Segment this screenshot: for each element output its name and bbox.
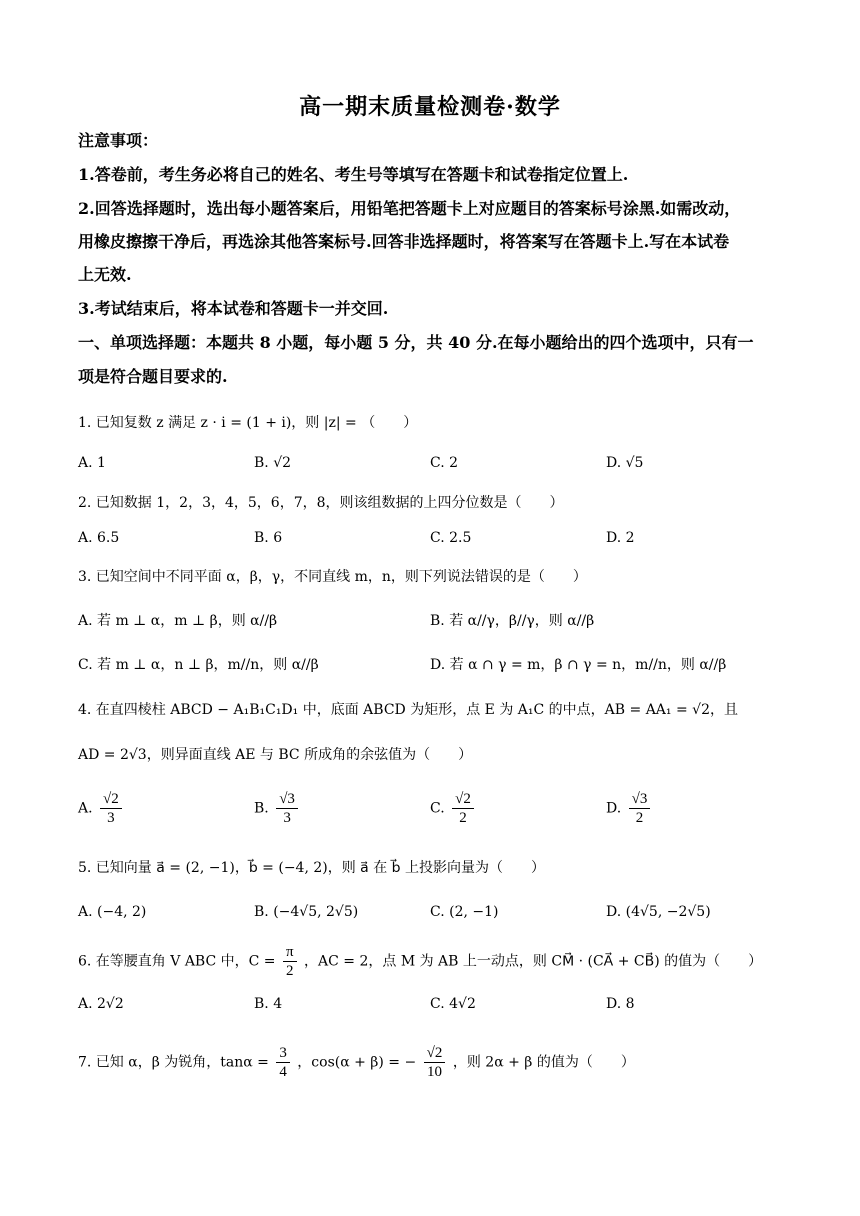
question-2-option-c: C. 2.5 [430, 530, 472, 546]
fraction-numerator: √2 [100, 790, 122, 809]
option-label: B. [254, 800, 269, 817]
fraction [424, 1044, 446, 1081]
question-3-option-b: B. 若 α//γ，β//γ，则 α//β [430, 613, 595, 629]
fraction-denominator: 2 [635, 810, 644, 826]
section-heading-line-1: 一、单项选择题：本题共 8 小题，每小题 5 分，共 40 分.在每小题给出的四个选项中，只有一 [78, 333, 754, 352]
question-4-option-b [254, 790, 301, 827]
exam-title: 高一期末质量检测卷·数学 [299, 94, 561, 120]
fraction-numerator: π [283, 943, 297, 962]
fraction-denominator: 3 [283, 810, 291, 826]
stem-text: 6. 在等腰直角 V ABC 中，C = [78, 953, 276, 970]
fraction-denominator: 10 [427, 1064, 443, 1080]
question-4-stem-line-1: 4. 在直四棱柱 ABCD − A₁B₁C₁D₁ 中，底面 ABCD 为矩形，点 E 为 A₁C 的中点，AB = AA₁ = √2，且 [78, 702, 738, 718]
fraction-numerator: √3 [276, 790, 298, 809]
fraction [276, 790, 298, 827]
question-7-stem [78, 1044, 788, 1081]
question-1-option-a: A. 1 [78, 455, 106, 471]
fraction [283, 943, 297, 980]
notice-item-2-line-3: 上无效. [78, 265, 132, 284]
notice-item-1: 1.答卷前，考生务必将自己的姓名、考生号等填写在答题卡和试卷指定位置上. [78, 165, 629, 184]
notice-item-2-line-2: 用橡皮擦擦干净后，再选涂其他答案标号.回答非选择题时，将答案写在答题卡上.写在本试卷 [78, 232, 730, 251]
fraction [629, 790, 651, 827]
question-6-option-c: C. 4√2 [430, 996, 476, 1012]
question-4-stem-line-2: AD = 2√3，则异面直线 AE 与 BC 所成角的余弦值为（ ） [78, 747, 473, 763]
question-4-option-d [606, 790, 653, 827]
question-2-option-b: B. 6 [254, 530, 283, 546]
question-6-stem [78, 943, 788, 980]
question-6-option-d: D. 8 [606, 996, 635, 1012]
fraction-denominator: 2 [459, 810, 467, 826]
option-label: D. [606, 800, 622, 817]
question-4-option-c [430, 790, 477, 827]
question-6-option-a: A. 2√2 [78, 996, 124, 1012]
question-3-option-a: A. 若 m ⊥ α，m ⊥ β，则 α//β [78, 613, 278, 629]
fraction-numerator: √3 [629, 790, 651, 809]
fraction [452, 790, 474, 827]
question-2-stem: 2. 已知数据 1，2，3，4，5，6，7，8，则该组数据的上四分位数是（ ） [78, 495, 564, 511]
fraction-denominator: 2 [286, 963, 294, 979]
question-1-option-c: C. 2 [430, 455, 459, 471]
stem-text: ，cos(α + β) = − [297, 1054, 417, 1071]
fraction [100, 790, 122, 827]
question-3-stem: 3. 已知空间中不同平面 α，β，γ，不同直线 m，n，则下列说法错误的是（ ） [78, 569, 587, 585]
option-label: A. [78, 800, 93, 817]
stem-text: ，则 2α + β 的值为（ ） [452, 1054, 635, 1071]
question-4-option-a [78, 790, 125, 827]
question-5-option-d: D. (4√5, −2√5) [606, 904, 711, 920]
question-5-option-c: C. (2, −1) [430, 904, 499, 920]
option-label: C. [430, 800, 445, 817]
question-3-option-c: C. 若 m ⊥ α，n ⊥ β，m//n，则 α//β [78, 657, 319, 673]
question-5-option-b: B. (−4√5, 2√5) [254, 904, 359, 920]
section-heading-line-2: 项是符合题目要求的. [78, 367, 228, 386]
question-3-option-d: D. 若 α ∩ γ = m，β ∩ γ = n，m//n，则 α//β [430, 657, 727, 673]
notice-heading: 注意事项： [78, 131, 159, 150]
question-6-option-b: B. 4 [254, 996, 283, 1012]
notice-item-2-line-1: 2.回答选择题时，选出每小题答案后，用铅笔把答题卡上对应题目的答案标号涂黑.如需改动， [78, 199, 741, 218]
question-1-stem: 1. 已知复数 z 满足 z · i = (1 + i)，则 |z| = （ ） [78, 415, 418, 431]
question-1-option-b: B. √2 [254, 455, 292, 471]
question-2-option-a: A. 6.5 [78, 530, 120, 546]
question-2-option-d: D. 2 [606, 530, 635, 546]
stem-text: 7. 已知 α，β 为锐角，tanα = [78, 1054, 269, 1071]
stem-text: ，AC = 2，点 M 为 AB 上一动点，则 CM⃗ · (CA⃗ + CB⃗) 的值为（ ） [304, 953, 763, 970]
question-5-stem: 5. 已知向量 a⃗ = (2, −1)，b⃗ = (−4, 2)，则 a⃗ 在 b⃗ 上投影向量为（ ） [78, 860, 545, 876]
fraction-denominator: 3 [107, 810, 115, 826]
question-1-option-d: D. √5 [606, 455, 644, 471]
fraction-numerator: √2 [424, 1044, 446, 1063]
fraction-numerator: √2 [452, 790, 474, 809]
question-5-option-a: A. (−4, 2) [78, 904, 147, 920]
notice-item-3: 3.考试结束后，将本试卷和答题卡一并交回. [78, 299, 389, 318]
fraction-numerator: 3 [276, 1044, 290, 1063]
fraction [276, 1044, 290, 1081]
fraction-denominator: 4 [279, 1064, 287, 1080]
